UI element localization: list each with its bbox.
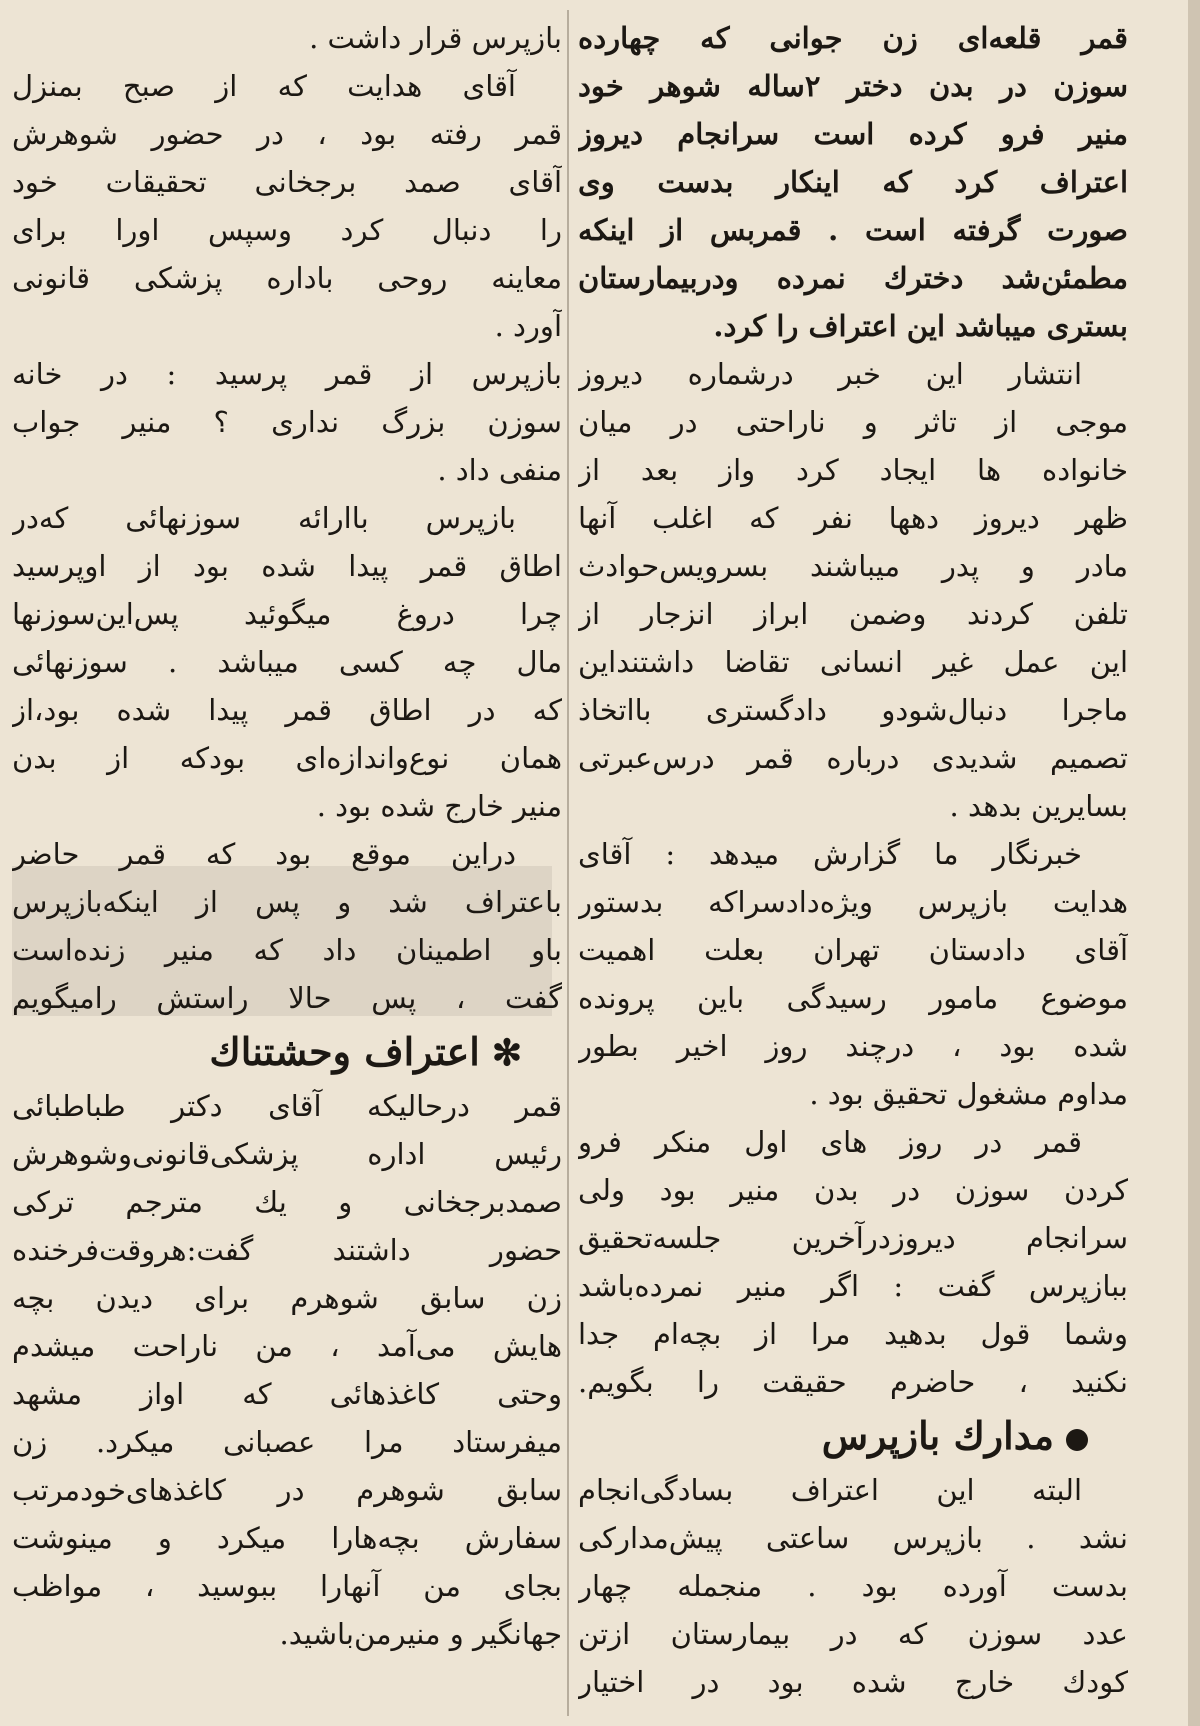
article-line: این عمل غیر انسانی تقاضا داشتنداین bbox=[578, 645, 1128, 679]
article-line: را دنبال کرد وسپس اورا برای bbox=[12, 213, 562, 247]
article-line: هدایت بازپرس ویژه‌دادسراکه بدستور bbox=[578, 885, 1128, 919]
article-line: منیر خارج شده بود . bbox=[316, 789, 562, 823]
article-line: وحتی کاغذهائی که اواز مشهد bbox=[12, 1377, 562, 1411]
article-line: ماجرا دنبال‌شودو دادگستری بااتخاذ bbox=[578, 693, 1128, 727]
article-line: معاینه روحی باداره پزشکی قانونی bbox=[12, 261, 562, 295]
article-line: قمر در روز های اول منکر فرو bbox=[578, 1125, 1082, 1159]
article-line: خبرنگار ما گزارش میدهد : آقای bbox=[578, 837, 1082, 871]
article-line: چرا دروغ میگوئید پس‌این‌سوزنها bbox=[12, 597, 562, 631]
page-edge bbox=[1188, 0, 1200, 1726]
article-line: صورت گرفته است . قمربس از اینکه bbox=[578, 213, 1128, 247]
article-line: همان نوع‌واندازه‌ای بودکه از بدن bbox=[12, 741, 562, 775]
article-line: آقای دادستان تهران بعلت اهمیت bbox=[578, 933, 1128, 967]
article-line: آقای هدایت که از صبح بمنزل bbox=[12, 69, 516, 103]
article-line: نکنید ، حاضرم حقیقت را بگویم. bbox=[578, 1365, 1128, 1399]
article-line: مطمئن‌شد دخترك نمرده ودربیمارستان bbox=[578, 261, 1128, 295]
subheading-documents bbox=[578, 1406, 1128, 1466]
column-divider bbox=[567, 10, 569, 1716]
article-line: صمدبرجخانی و یك مترجم ترکی bbox=[12, 1185, 562, 1219]
article-line: خانواده ها ایجاد کرد واز بعد از bbox=[578, 453, 1128, 487]
bullet-icon bbox=[1066, 1429, 1088, 1451]
article-line: مادر و پدر میباشند بسرویس‌حوادث bbox=[578, 549, 1128, 583]
article-line: اعتراف کرد که اینکار بدست وی bbox=[578, 165, 1128, 199]
article-line: اطاق قمر پیدا شده بود از اوپرسید bbox=[12, 549, 562, 583]
article-line: سفارش بچه‌هارا میکرد و مینوشت bbox=[12, 1521, 562, 1555]
article-line: موجی از تاثر و ناراحتی در میان bbox=[578, 405, 1128, 439]
article-line: بستری میباشد این اعتراف را کرد. bbox=[713, 309, 1128, 343]
left-column bbox=[12, 14, 562, 1658]
right-column bbox=[578, 14, 1128, 1706]
article-line: بازپرس باارائه سوزنهائی که‌در bbox=[12, 501, 516, 535]
article-line: انتشار این خبر درشماره دیروز bbox=[578, 357, 1082, 391]
article-line: وشما قول بدهید مرا از بچه‌ام جدا bbox=[578, 1317, 1128, 1351]
article-line: بازپرس از قمر پرسید : در خانه bbox=[12, 357, 562, 391]
article-line: مداوم مشغول تحقیق بود . bbox=[809, 1077, 1128, 1111]
article-line: عدد سوزن که در بیمارستان ازتن bbox=[578, 1617, 1128, 1651]
article-line: بدست آورده بود . منجمله چهار bbox=[578, 1569, 1128, 1603]
article-line: تلفن کردند وضمن ابراز انزجار از bbox=[578, 597, 1128, 631]
article-line: ظهر دیروز دهها نفر که اغلب آنها bbox=[578, 501, 1128, 535]
article-line: سوزن بزرگ نداری ؟ منیر جواب bbox=[12, 405, 562, 439]
article-line: البته این اعتراف بسادگی‌انجام bbox=[578, 1473, 1082, 1507]
article-line: تصمیم شدیدی درباره قمر درس‌عبرتی bbox=[578, 741, 1128, 775]
subheading-confession bbox=[12, 1022, 562, 1082]
article-line: بجای من آنهارا ببوسید ، مواظب bbox=[12, 1569, 562, 1603]
article-line: کردن سوزن در بدن منیر بود ولی bbox=[578, 1173, 1128, 1207]
article-line: سوزن در بدن دختر ۲ساله شوهر خود bbox=[578, 69, 1128, 103]
asterisk-icon: ✻ bbox=[491, 1032, 522, 1074]
article-line: رئیس اداره پزشکی‌قانونی‌وشوهرش bbox=[12, 1137, 562, 1171]
article-line: آورد . bbox=[494, 309, 562, 343]
article-line: شده بود ، درچند روز اخیر بطور bbox=[578, 1029, 1128, 1063]
article-line: سابق شوهرم در کاغذهای‌خودمرتب bbox=[12, 1473, 562, 1507]
article-line: موضوع مامور رسیدگی باین پرونده bbox=[578, 981, 1128, 1015]
article-line: نشد . بازپرس ساعتی پیش‌مدارکی bbox=[578, 1521, 1128, 1555]
article-line: آقای صمد برجخانی تحقیقات خود bbox=[12, 165, 562, 199]
article-line: منفی داد . bbox=[437, 453, 562, 487]
article-line: سرانجام دیروزدرآخرین جلسه‌تحقیق bbox=[578, 1221, 1128, 1255]
article-line: بازپرس قرار داشت . bbox=[309, 21, 562, 55]
article-line: جهانگیر و منیرمن‌باشید. bbox=[279, 1617, 562, 1651]
article-line: دراین موقع بود که قمر حاضر bbox=[12, 837, 516, 871]
article-line: قمر رفته بود ، در حضور شوهرش bbox=[12, 117, 562, 151]
article-line: باو اطمینان داد که منیر زنده‌است bbox=[12, 933, 562, 967]
article-line: گفت ، پس حالا راستش رامیگویم bbox=[12, 981, 562, 1015]
article-line: قمر درحالیکه آقای دکتر طباطبائی bbox=[12, 1089, 562, 1123]
article-line: که در اطاق قمر پیدا شده بود،از bbox=[12, 693, 562, 727]
article-line: منیر فرو کرده است سرانجام دیروز bbox=[578, 117, 1128, 151]
article-line: حضور داشتند گفت:هروقت‌فرخنده bbox=[12, 1233, 562, 1267]
article-line: زن سابق شوهرم برای دیدن بچه‌ bbox=[12, 1281, 562, 1315]
article-line: قمر قلعه‌ای زن جوانی که چهارده bbox=[578, 21, 1128, 55]
article-line: میفرستاد مرا عصبانی میکرد. زن bbox=[12, 1425, 562, 1459]
article-line: مال چه کسی میباشد . سوزنهائی bbox=[12, 645, 562, 679]
subheading-text: مدارك بازپرس bbox=[821, 1413, 1054, 1458]
subheading-text: اعتراف وحشتناك bbox=[209, 1029, 480, 1074]
article-line: باعتراف شد و پس از اینکه‌بازپرس bbox=[12, 885, 562, 919]
article-line: بسایرین بدهد . bbox=[949, 789, 1128, 823]
article-line: ببازپرس گفت : اگر منیر نمرده‌باشد bbox=[578, 1269, 1128, 1303]
article-line: هایش می‌آمد ، من ناراحت میشدم bbox=[12, 1329, 562, 1363]
article-line: کودك خارج شده بود در اختیار bbox=[578, 1665, 1128, 1699]
